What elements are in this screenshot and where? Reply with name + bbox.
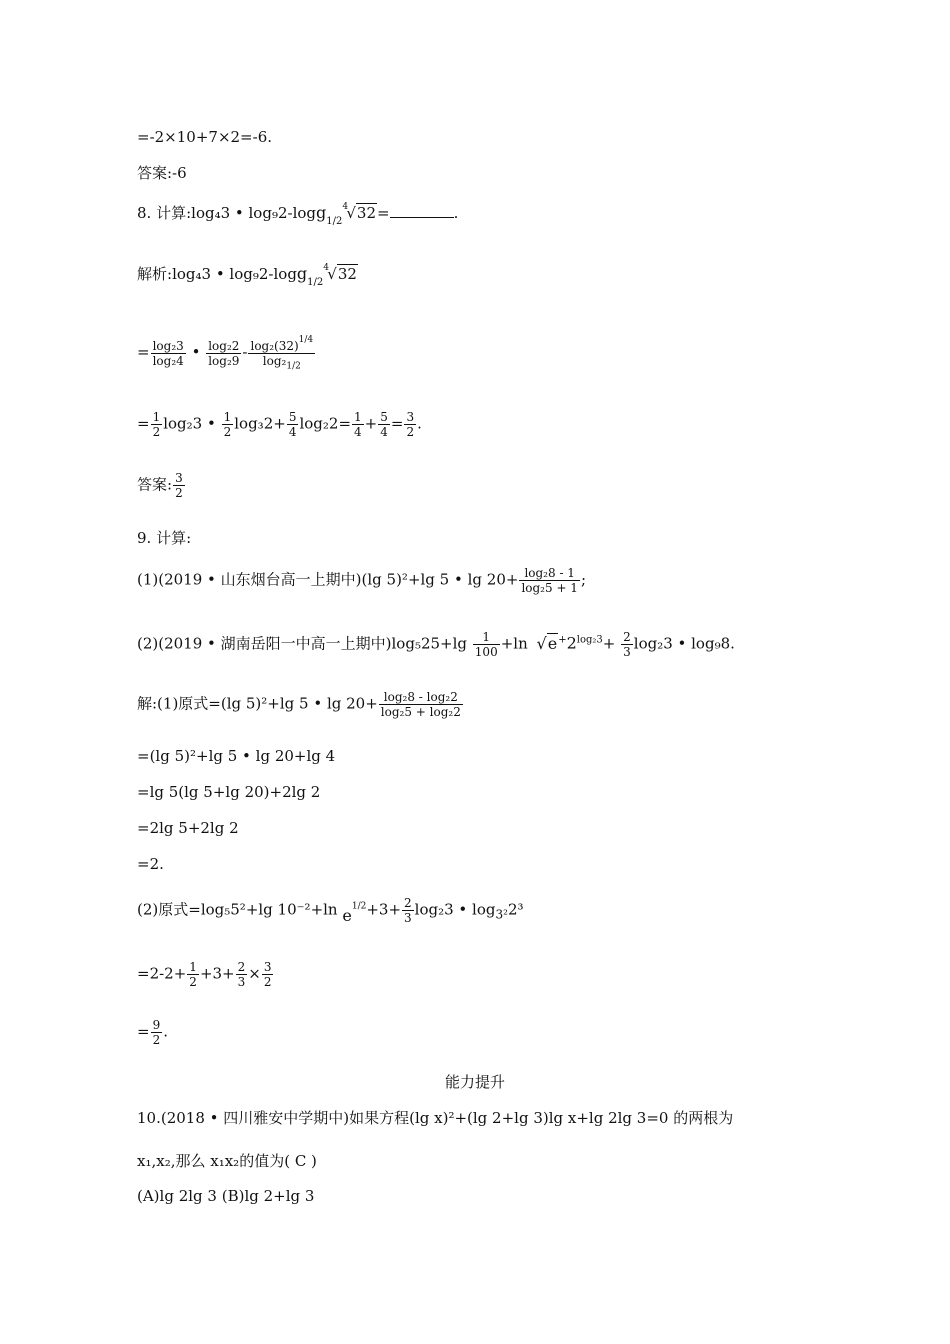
step-8a: = $\frac{\text{log₂3}}{\text{log₂4}}$ • $\frac{\text{log₂2}}{\text{log₂9}}$ - $\frac{\log_2(32)^{1/4}}{\log_2_{1/2}}$: [137, 335, 314, 372]
q8-base: 1/2: [326, 216, 343, 227]
step-8b: = $\frac{1}{2}$ log₂3 • $\frac{1}{2}$ log₃2+ $\frac{5}{4}$ log₂2= $\frac{1}{4}$ + $\frac{5}{4}$ = $\frac{3}{2}$ .: [137, 410, 422, 439]
q8-expr: log₄3 • log₉2-log: [191, 204, 316, 222]
section-heading: 能力提升: [444, 1073, 505, 1091]
question-8: 8. 计算:log₄3 • log₉2-logg$_{1/2}$ 4 √32= .: [137, 202, 459, 227]
question-9: 9. 计算:: [137, 529, 192, 547]
question-10: 10.(2018 • 四川雅安中学期中)如果方程(lg x)²+(lg 2+lg 3)lg x+lg 2lg 3=0 的两根为: [137, 1109, 734, 1127]
answer-8: 答案: $\frac{3}{2}$: [137, 471, 183, 500]
question-10-options: (A)lg 2lg 3 (B)lg 2+lg 3: [137, 1187, 315, 1205]
solution-step-9-2a: =2-2+ $\frac{1}{2}$ +3+ $\frac{2}{3}$ × $\frac{3}{2}$: [137, 960, 272, 989]
answer-line: 答案:-6: [137, 164, 187, 182]
q8-radical: 4 √32: [342, 202, 376, 222]
question-9-2: (2)(2019 • 湖南岳阳一中高一上期中)log₅25+lg $\frac{1}{100}$ +ln $√e^+2^{log_23}+$ $\frac{2}{3}$ log₂3 • log₉8.: [137, 630, 735, 659]
solution-step: =2.: [137, 855, 164, 873]
solution-step-9-2b: = $\frac{9}{2}$ .: [137, 1018, 168, 1047]
solution-8: 解析:log₄3 • log₉2-logg$_{1/2}$ 4 √32: [137, 263, 357, 288]
solution-9-2: (2)原式=log₅5²+lg 10⁻²+ln $e^{1/2}+3+$ $\frac{2}{3}$ log₂3 • $\log_{3^2}2^3$: [137, 896, 524, 925]
question-9-1: (1)(2019 • 山东烟台高一上期中)(lg 5)²+lg 5 • lg 20+ $\frac{\text{log₂8 - 1}}{\text{log₂5 + 1}}$ ;: [137, 566, 587, 595]
q8-answer-blank: [390, 203, 454, 218]
sol8-radical: 4 √32: [323, 263, 357, 283]
q8-prefix: 8. 计算:: [137, 204, 192, 222]
solution-step: =lg 5(lg 5+lg 20)+2lg 2: [137, 783, 321, 801]
calc-line: =-2×10+7×2=-6.: [137, 128, 273, 146]
question-10-cont: x₁,x₂,那么 x₁x₂的值为( C ): [137, 1152, 317, 1170]
solution-step: =2lg 5+2lg 2: [137, 819, 239, 837]
solution-9-1: 解:(1)原式=(lg 5)²+lg 5 • lg 20+ $\frac{\text{log₂8 - log₂2}}{\text{log₂5 + log₂2}}$: [137, 690, 461, 719]
solution-step: =(lg 5)²+lg 5 • lg 20+lg 4: [137, 747, 336, 765]
